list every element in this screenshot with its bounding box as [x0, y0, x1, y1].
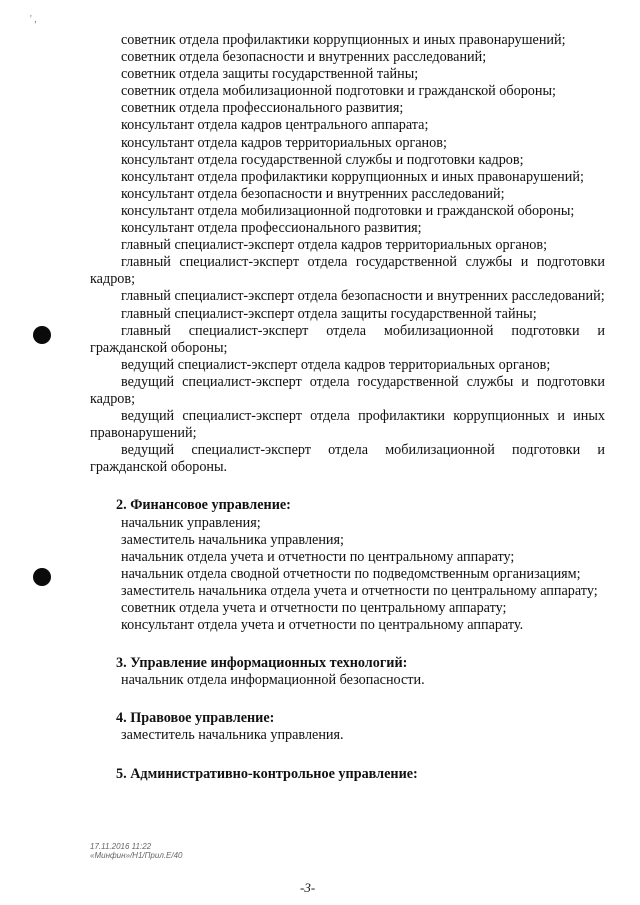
- page-number: -3-: [300, 880, 316, 895]
- list-item: главный специалист-эксперт отдела мобилизационной подготовки и гражданской обороны;: [90, 322, 605, 356]
- list-item: консультант отдела безопасности и внутренних расследований;: [121, 185, 505, 202]
- list-item: главный специалист-эксперт отдела защиты государственной тайны;: [121, 305, 537, 322]
- list-item: главный специалист-эксперт отдела кадров территориальных органов;: [121, 237, 548, 254]
- section-heading: 4. Правовое управление:: [116, 710, 275, 727]
- document-body: [90, 32, 605, 783]
- list-item: консультант отдела профилактики коррупционных и иных правонарушений;: [121, 168, 584, 185]
- section-item: заместитель начальника отдела учета и отчетности по центральному аппарату;: [121, 582, 598, 599]
- section-item: начальник управления;: [121, 514, 261, 531]
- list-item: ведущий специалист-эксперт отдела мобилизационной подготовки и гражданской обороны.: [90, 442, 605, 476]
- list-item: главный специалист-эксперт отдела государственной службы и подготовки кадров;: [90, 254, 605, 288]
- list-item: консультант отдела кадров центрального аппарата;: [121, 117, 429, 134]
- list-item: консультант отдела государственной службы и подготовки кадров;: [121, 151, 524, 168]
- punch-hole-top: [33, 326, 51, 344]
- print-stamp: [90, 842, 183, 860]
- stamp-line: «Минфин»/Н1/Прил.Е/40: [90, 851, 183, 860]
- section-heading: 2. Финансовое управление:: [116, 497, 291, 514]
- section-item: начальник отдела сводной отчетности по подведомственным организациям;: [121, 565, 581, 582]
- list-item: главный специалист-эксперт отдела безопасности и внутренних расследований;: [121, 288, 605, 305]
- list-item: ведущий специалист-эксперт отдела кадров территориальных органов;: [121, 356, 551, 373]
- section-item: начальник отдела информационной безопасности.: [121, 672, 425, 689]
- section-item: заместитель начальника управления;: [121, 531, 344, 548]
- section-item: начальник отдела учета и отчетности по центральному аппарату;: [121, 548, 515, 565]
- list-item: консультант отдела профессионального развития;: [121, 220, 422, 237]
- list-item: советник отдела профилактики коррупционных и иных правонарушений;: [121, 32, 566, 48]
- list-item: советник отдела профессионального развития;: [121, 100, 404, 117]
- list-item: консультант отдела кадров территориальных органов;: [121, 134, 447, 151]
- section-item: консультант отдела учета и отчетности по центральному аппарату.: [121, 617, 524, 634]
- list-item: советник отдела безопасности и внутренних расследований;: [121, 49, 487, 66]
- corner-mark: ' ,: [30, 14, 37, 25]
- section-item: советник отдела учета и отчетности по центральному аппарату;: [121, 600, 507, 616]
- list-item: советник отдела защиты государственной тайны;: [121, 66, 419, 83]
- list-item: консультант отдела мобилизационной подготовки и гражданской обороны;: [121, 202, 575, 219]
- list-item: ведущий специалист-эксперт отдела государственной службы и подготовки кадров;: [90, 373, 605, 407]
- section-heading: 5. Административно-контрольное управление:: [116, 765, 418, 782]
- section-item: заместитель начальника управления.: [121, 727, 344, 744]
- section-heading: 3. Управление информационных технологий:: [116, 655, 408, 672]
- list-item: ведущий специалист-эксперт отдела профилактики коррупционных и иных правонарушений;: [90, 408, 605, 442]
- punch-hole-bottom: [33, 568, 51, 586]
- list-item: советник отдела мобилизационной подготовки и гражданской обороны;: [121, 83, 556, 100]
- stamp-line: 17.11.2016 11:22: [90, 842, 152, 851]
